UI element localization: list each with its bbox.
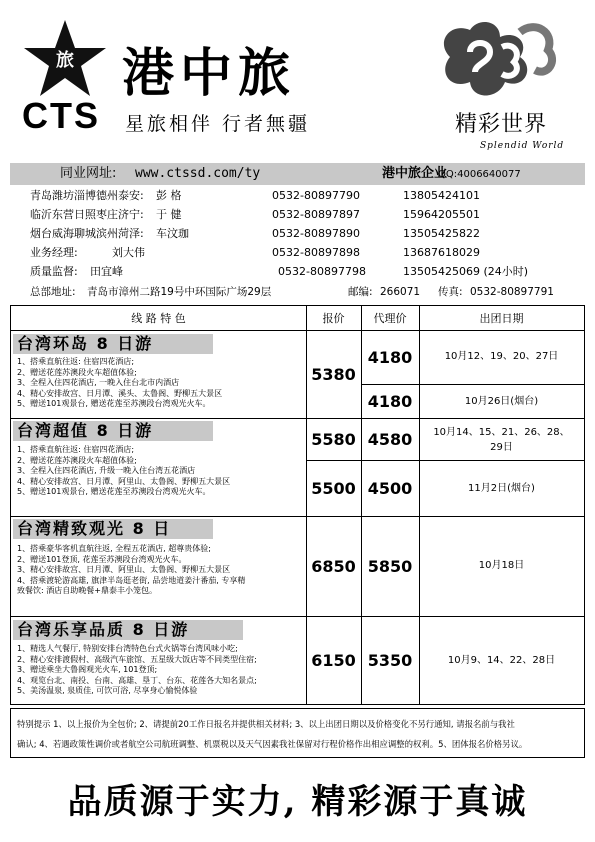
contact-phone: 0532-80897890 [272, 227, 360, 240]
postcode-value: 266071 [380, 286, 421, 298]
route-price: 6850 [311, 557, 356, 576]
route-feature: 5、赠送101观景台, 赠送花莲至苏澳段台湾观光火车。 [17, 399, 211, 409]
fax-label: 传真: [438, 286, 463, 298]
header-route: 线 路 特 色 [11, 306, 306, 331]
postcode-label: 邮编: [348, 286, 373, 298]
contact-phone: 0532-80897790 [272, 189, 360, 202]
departure-date: 10月9、14、22、28日 [447, 655, 556, 666]
route-feature: 致餐饮: 酒店自助晚餐+鼎泰丰小笼包。 [17, 586, 157, 596]
website-label: 同业网址: [60, 166, 117, 181]
cts-logo-text: CTS [22, 95, 100, 136]
brand-name: 港中旅 [122, 43, 297, 104]
splendid-world-logo-icon [430, 12, 560, 107]
agent-price: 4180 [367, 392, 413, 411]
contact-phone: 0532-80897897 [272, 208, 360, 221]
section-divider [11, 418, 584, 419]
header [0, 0, 595, 160]
special-notice [10, 708, 585, 758]
price-table [10, 305, 585, 705]
splendid-world-cn: 精彩世界 [455, 112, 548, 137]
brand-slogan: 星旅相伴 行者無疆 [125, 113, 311, 135]
departure-date: 10月26日(烟台) [464, 396, 539, 407]
footer-slogan: 品质源于实力, 精彩源于真诚 [67, 782, 528, 822]
table-divider [419, 306, 420, 704]
contact-phone: 0532-80897798 [278, 265, 366, 278]
fax-value: 0532-80897791 [470, 286, 554, 298]
splendid-world-en: Splendid World [480, 141, 565, 151]
route-price: 6150 [311, 651, 356, 670]
route-feature: 3、精心安排故宫、日月潭、阿里山、太鲁阁、野柳五大景区 [17, 565, 231, 575]
header-date: 出团日期 [419, 306, 584, 331]
departure-date: 10月14、15、21、26、28、 [433, 427, 570, 438]
header-agent-price: 代理价 [361, 306, 419, 331]
route-title: 台湾乐享品质 8 日游 [13, 620, 243, 640]
departure-date: 10月18日 [478, 560, 525, 571]
section-divider [11, 616, 584, 617]
header-price: 报价 [306, 306, 361, 331]
contact-row [10, 206, 585, 226]
address-row [10, 283, 585, 301]
contact-name: 彭 格 [156, 189, 182, 202]
contact-name: 刘大伟 [112, 246, 145, 259]
route-price: 5580 [311, 430, 356, 449]
route-feature: 3、赠送乘坐大鲁阁观光火车, 101登顶; [17, 665, 158, 675]
route-price: 5500 [311, 479, 356, 498]
agent-price: 4180 [367, 348, 413, 367]
route-feature: 4、搭乘渡轮游高雄, 旗津半岛逛老街, 品尝地道姜汁番茄, 专享精 [17, 575, 246, 585]
route-features [17, 644, 307, 697]
departure-date: 29日 [490, 442, 513, 453]
notice-line: 确认; 4、若遇政策性调价或者航空公司航班调整、机票税以及天气因素我社保留对行程价格作出相应调整的权利。5、团体报名价格另议。 [17, 739, 528, 749]
route-feature: 4、观览台北、南投、台南、高雄、垦丁、台东、花莲各大知名景点; [17, 675, 257, 685]
logo-char: 旅 [56, 50, 74, 71]
contact-row [10, 263, 585, 283]
departure-date: 10月12、19、20、27日 [444, 351, 559, 362]
contact-name: 田宜峰 [90, 265, 123, 278]
section-divider [11, 516, 584, 517]
agent-price: 5350 [367, 651, 413, 670]
route-feature: 3、全程入住四花酒店, 一晚入住台北市内酒店 [17, 378, 180, 388]
contact-name: 于 健 [156, 208, 182, 221]
route-features [17, 445, 307, 498]
departure-date: 11月2日(烟台) [468, 483, 535, 494]
contact-row [10, 244, 585, 264]
contact-region: 业务经理: [30, 246, 78, 259]
route-feature: 2、精心安排渡假村、高级汽车旅馆、五星级大饭店等不同类型住宿; [17, 654, 257, 664]
agent-price: 5850 [367, 557, 413, 576]
route-feature: 2、赠送101登顶, 花莲至苏澳段台湾观光火车。 [17, 554, 187, 564]
route-title: 台湾超值 8 日游 [13, 421, 213, 441]
contact-region: 青岛潍坊淄博德州泰安: [30, 189, 144, 202]
contact-mobile: 13805424101 [403, 189, 480, 202]
route-price: 5380 [311, 365, 356, 384]
route-feature: 2、赠送花莲苏澳段火车超值体验; [17, 367, 137, 377]
route-feature: 1、搭乘直航往返: 住宿四花酒店; [17, 445, 135, 454]
contact-mobile: 13505425822 [403, 227, 480, 240]
address-label: 总部地址: [30, 286, 76, 298]
notice-line: 特别提示 1、以上报价为全包价; 2、请提前20工作日报名并提供相关材料; 3、以上出团日期以及价格变化不另行通知, 请报名前与我社 [17, 719, 515, 729]
contact-region: 质量监督: [30, 265, 78, 278]
route-features [17, 357, 307, 410]
website-url[interactable]: www.ctssd.com/ty [135, 166, 261, 181]
agent-price: 4580 [367, 430, 413, 449]
agent-price: 4500 [367, 479, 413, 498]
contact-phone: 0532-80897898 [272, 246, 360, 259]
route-feature: 1、精选人气餐厅, 特别安排台湾特色台式火锅等台湾风味小吃; [17, 644, 238, 653]
contact-region: 烟台威海聊城滨州菏泽: [30, 227, 144, 240]
route-feature: 1、搭乘直航往返: 住宿四花酒店; [17, 357, 135, 366]
star-logo-icon [20, 18, 110, 98]
contact-section [10, 163, 585, 301]
route-feature: 4、精心安排故宫、日月潭、阿里山、太鲁阁、野柳五大景区 [17, 476, 231, 486]
website-bar [10, 163, 585, 185]
route-title: 台湾环岛 8 日游 [13, 334, 213, 354]
qq-number: QQ:4006640077 [438, 169, 521, 180]
route-feature: 4、精心安排故宫、日月潭、溪头、太鲁阁、野柳五大景区 [17, 388, 223, 398]
route-feature: 5、美汤温泉, 泉质佳, 可饮可浴, 尽享身心愉悦体验 [17, 686, 198, 696]
contact-region: 临沂东营日照枣庄济宁: [30, 208, 144, 221]
route-feature: 1、搭乘豪华客机直航往返, 全程五花酒店, 超尊贵体验; [17, 544, 211, 553]
route-feature: 2、赠送花莲苏澳段火车超值体验; [17, 455, 137, 465]
address-value: 青岛市漳州二路19号中环国际广场29层 [87, 286, 272, 298]
route-features [17, 544, 307, 597]
contact-row [10, 187, 585, 207]
contact-row [10, 225, 585, 245]
route-feature: 3、全程入住四花酒店, 升级一晚入住台湾五花酒店 [17, 466, 196, 476]
contact-mobile: 13687618029 [403, 246, 480, 259]
route-feature: 5、赠送101观景台, 赠送花莲至苏澳段台湾观光火车。 [17, 487, 211, 497]
route-title: 台湾精致观光 8 日 [13, 519, 213, 539]
contact-name: 车汶珈 [156, 227, 189, 240]
contact-mobile: 13505425069 (24小时) [403, 265, 529, 278]
company-label: 港中旅企业 [382, 166, 448, 181]
contact-mobile: 15964205501 [403, 208, 480, 221]
